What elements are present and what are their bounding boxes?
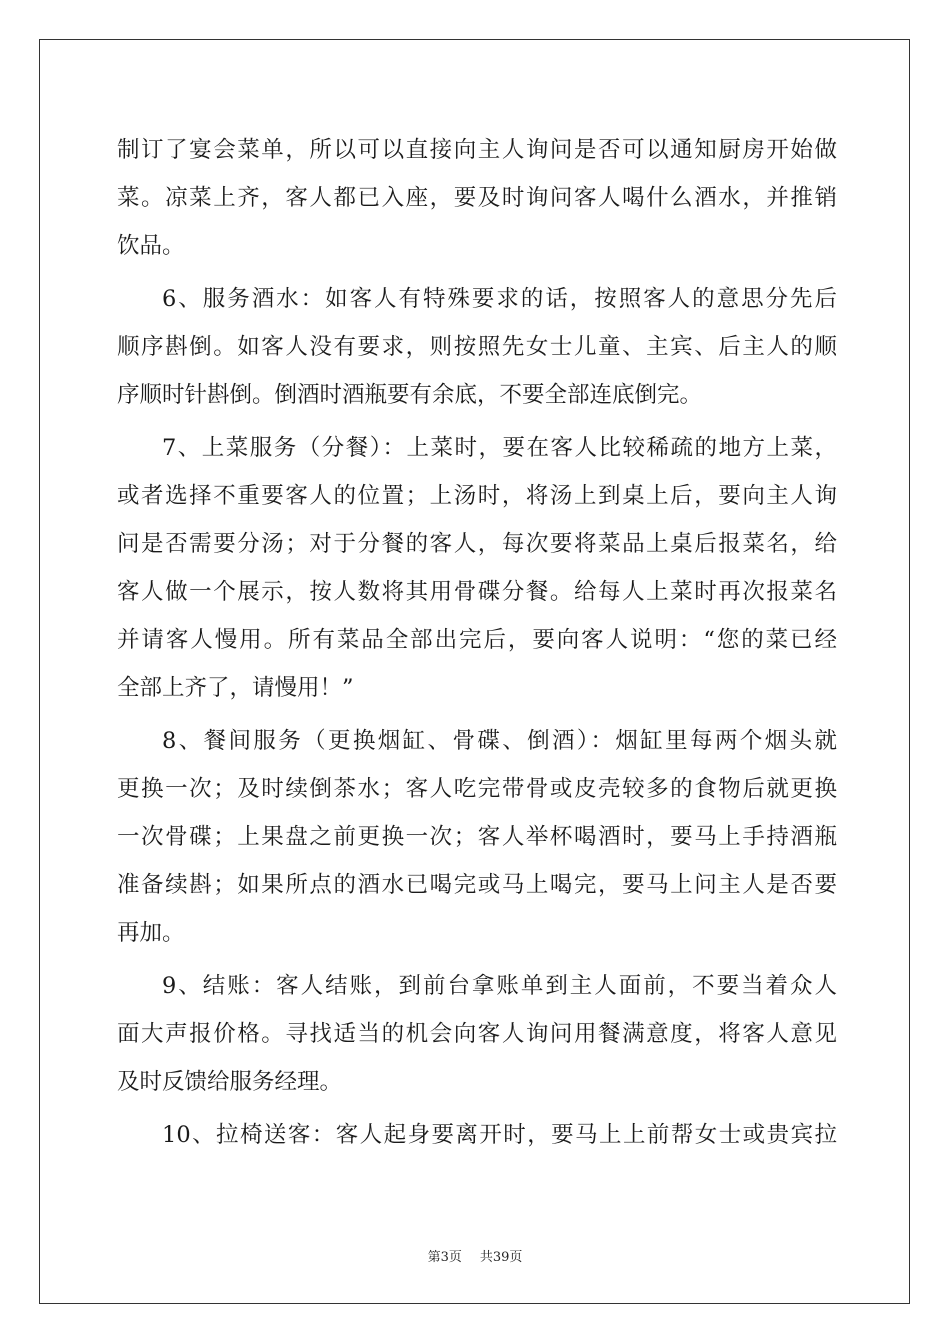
page-footer — [0, 1246, 950, 1265]
text-line: 7、上菜服务（分餐）：上菜时，要在客人比较稀疏的地方上菜， — [162, 435, 837, 461]
text-line: 6、服务酒水：如客人有特殊要求的话，按照客人的意思分先后 — [162, 286, 837, 312]
text-line: 全部上齐了，请慢用！” — [117, 675, 354, 701]
text-line: 面大声报价格。寻找适当的机会向客人询问用餐满意度，将客人意见 — [117, 1021, 837, 1047]
text-line: 及时反馈给服务经理。 — [117, 1069, 343, 1095]
text-line: 一次骨碟；上果盘之前更换一次；客人举杯喝酒时，要马上手持酒瓶 — [117, 824, 837, 850]
text-line: 8、餐间服务（更换烟缸、骨碟、倒酒）：烟缸里每两个烟头就 — [162, 728, 837, 754]
page-number: 第3页 — [427, 1250, 462, 1265]
paragraph-item-6 — [117, 275, 837, 419]
page-total: 共39页 — [479, 1250, 523, 1265]
paragraph-item-9 — [117, 962, 837, 1106]
text-line: 并请客人慢用。所有菜品全部出完后，要向客人说明：“您的菜已经 — [117, 627, 837, 653]
text-line: 准备续斟；如果所点的酒水已喝完或马上喝完，要马上问主人是否要 — [117, 872, 837, 898]
text-line: 制订了宴会菜单，所以可以直接向主人询问是否可以通知厨房开始做 — [117, 137, 837, 163]
paragraph-item-8 — [117, 717, 837, 957]
text-line: 问是否需要分汤；对于分餐的客人，每次要将菜品上桌后报菜名，给 — [117, 531, 837, 557]
paragraph-item-7 — [117, 424, 837, 712]
text-line: 序顺时针斟倒。倒酒时酒瓶要有余底，不要全部连底倒完。 — [117, 382, 703, 408]
text-line: 10、拉椅送客：客人起身要离开时，要马上上前帮女士或贵宾拉 — [162, 1122, 837, 1148]
paragraph-item-10 — [117, 1111, 837, 1159]
document-body — [117, 126, 837, 1164]
text-line: 顺序斟倒。如客人没有要求，则按照先女士儿童、主宾、后主人的顺 — [117, 334, 837, 360]
text-line: 饮品。 — [117, 233, 185, 259]
text-line: 菜。凉菜上齐，客人都已入座，要及时询问客人喝什么酒水，并推销 — [117, 185, 837, 211]
text-line: 更换一次；及时续倒茶水；客人吃完带骨或皮壳较多的食物后就更换 — [117, 776, 837, 802]
paragraph-continued — [117, 126, 837, 270]
text-line: 9、结账：客人结账，到前台拿账单到主人面前，不要当着众人 — [162, 973, 837, 999]
text-line: 再加。 — [117, 920, 185, 946]
text-line: 或者选择不重要客人的位置；上汤时，将汤上到桌上后，要向主人询 — [117, 483, 837, 509]
text-line: 客人做一个展示，按人数将其用骨碟分餐。给每人上菜时再次报菜名 — [117, 579, 837, 605]
